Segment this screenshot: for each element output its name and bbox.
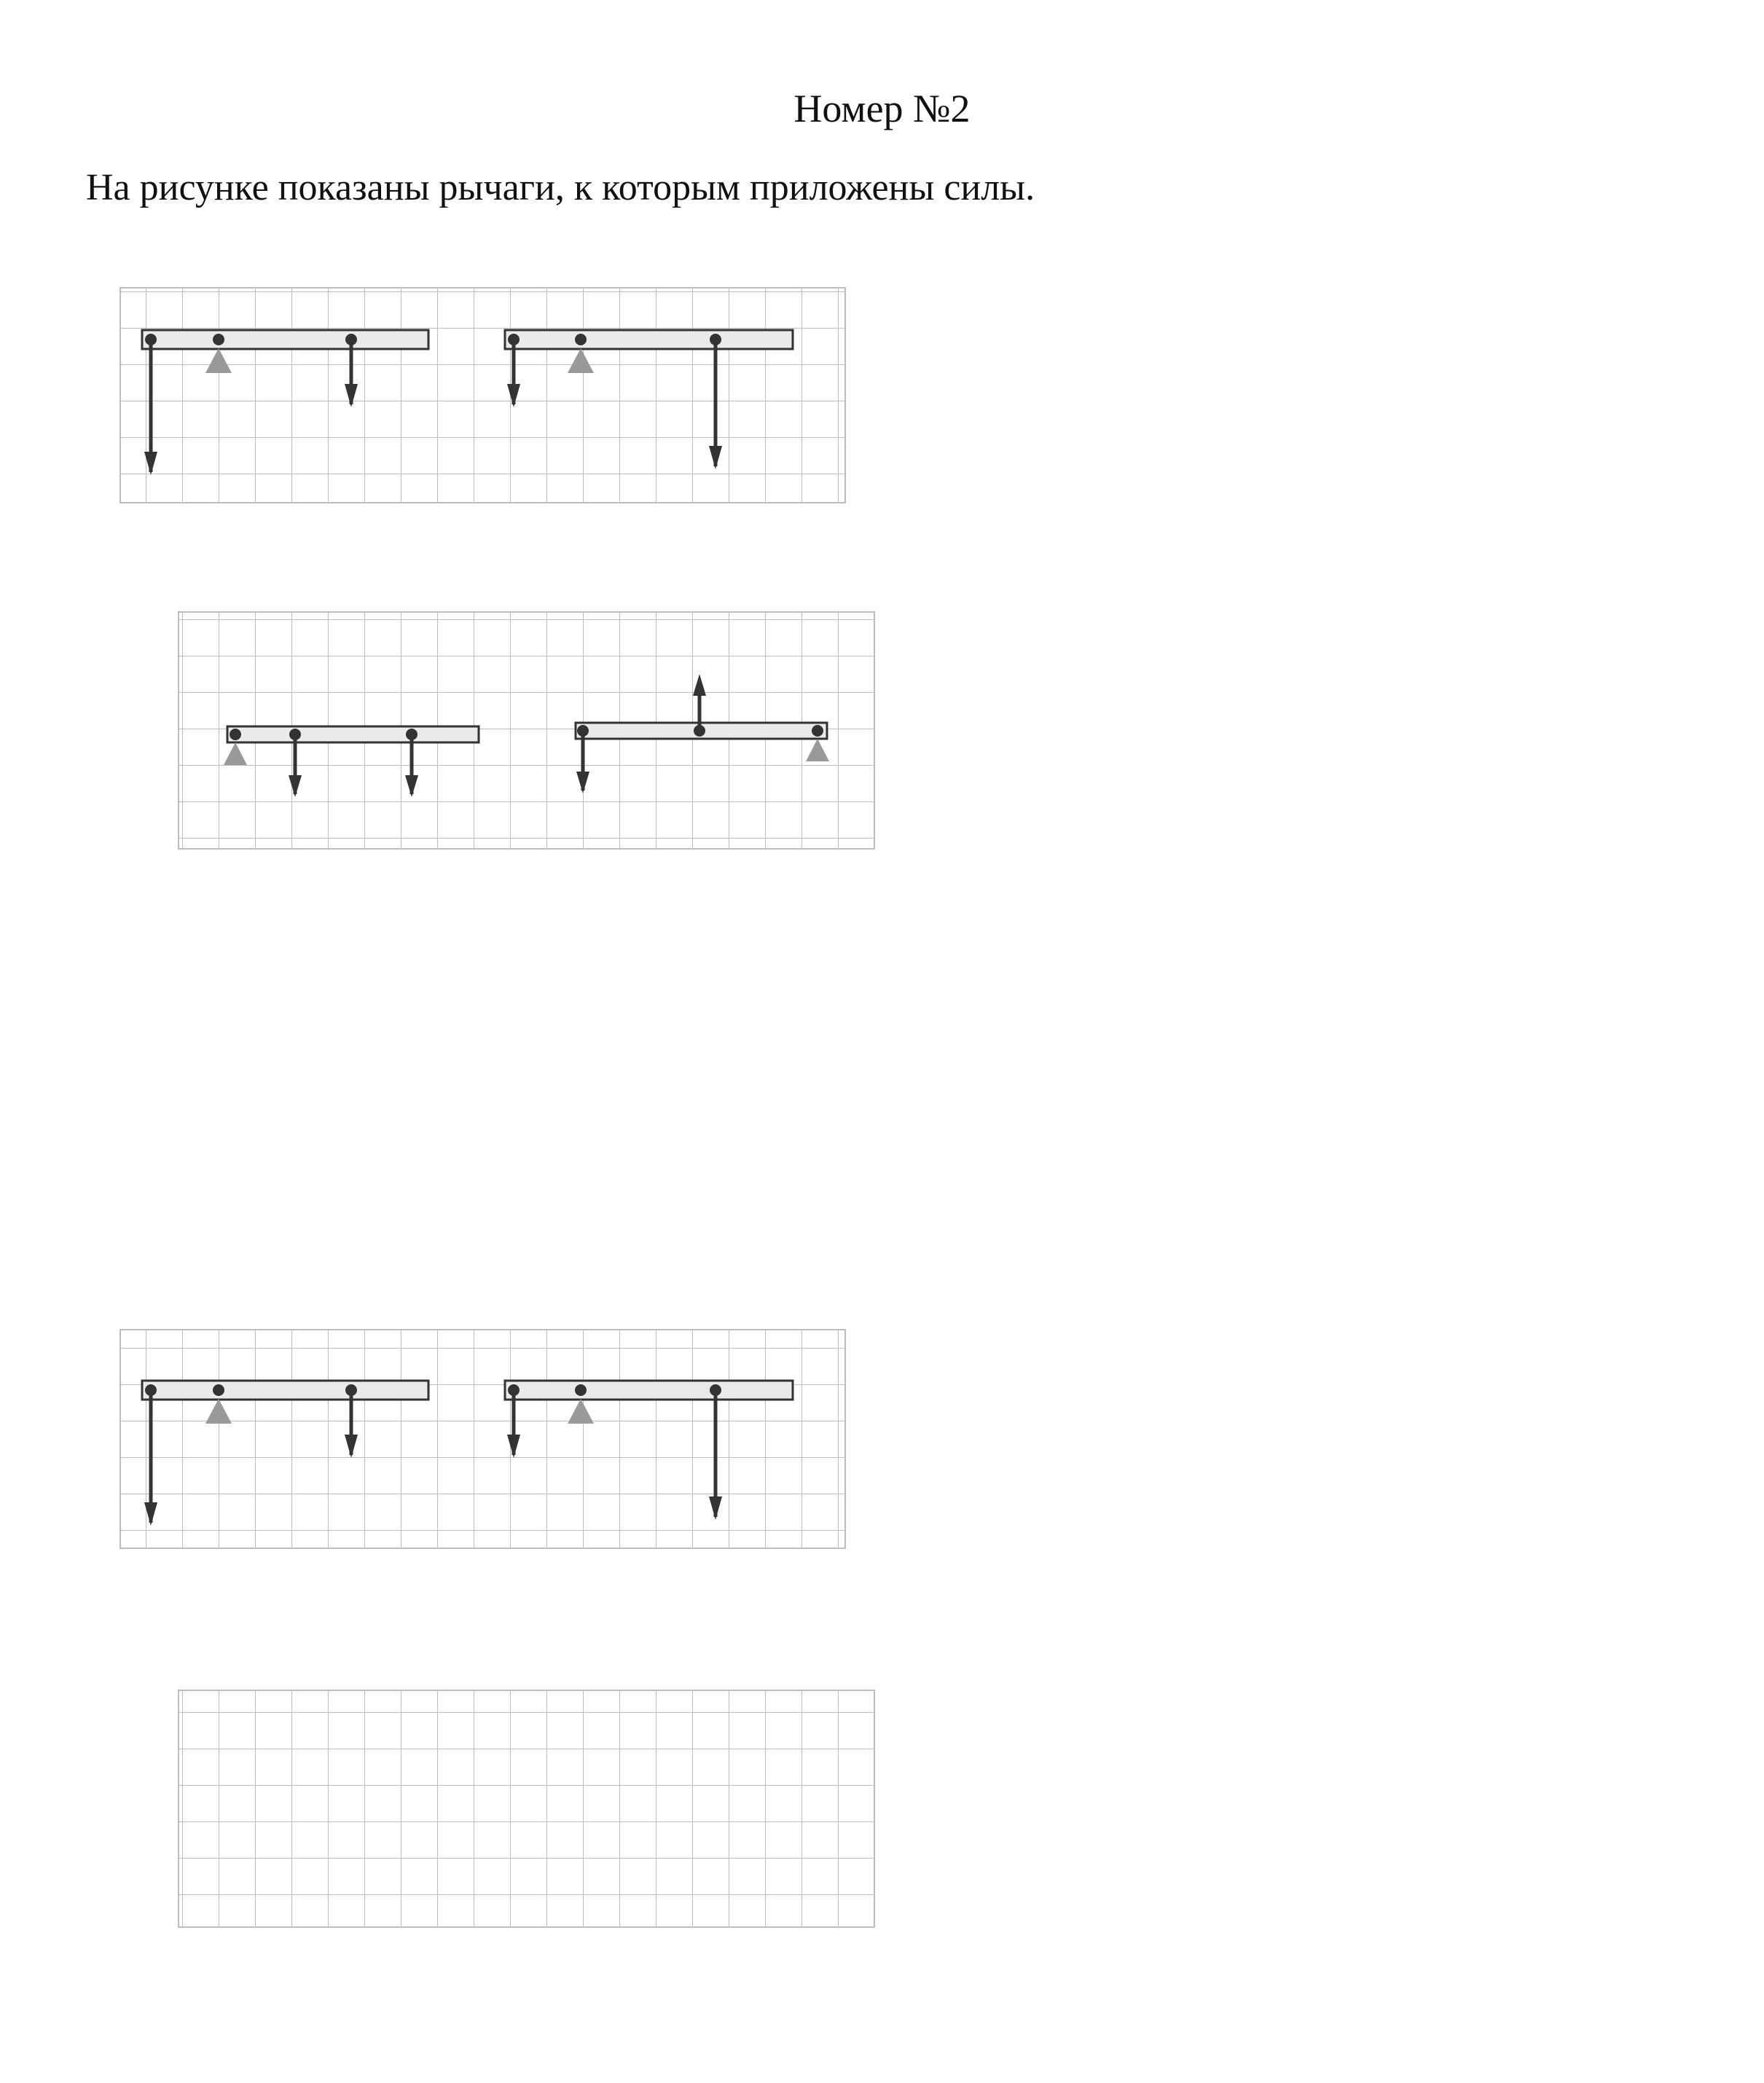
pivot-point	[213, 334, 224, 345]
lever-bar	[227, 726, 479, 742]
pivot-point	[812, 725, 823, 737]
grid-panel	[120, 288, 845, 503]
lever-bar	[505, 1381, 793, 1400]
pivot-point	[575, 334, 587, 345]
problem-title: Номер №2	[793, 87, 971, 130]
lever-bar	[142, 1381, 428, 1400]
lever-figure-a-b	[120, 288, 845, 503]
lever-figure-v-g	[179, 612, 874, 849]
pivot-point	[575, 1384, 587, 1396]
pivot-point	[230, 729, 241, 740]
lever-bar	[505, 330, 793, 349]
solution-figure-v-g	[179, 1690, 874, 1927]
grid-panel	[179, 1690, 874, 1927]
lever-bar	[142, 330, 428, 349]
grid-panel	[120, 1330, 845, 1548]
pivot-point	[213, 1384, 224, 1396]
solution-figure-a-b	[120, 1330, 845, 1548]
intro-text: На рисунке показаны рычаги, к которым приложены силы.	[86, 167, 1035, 208]
